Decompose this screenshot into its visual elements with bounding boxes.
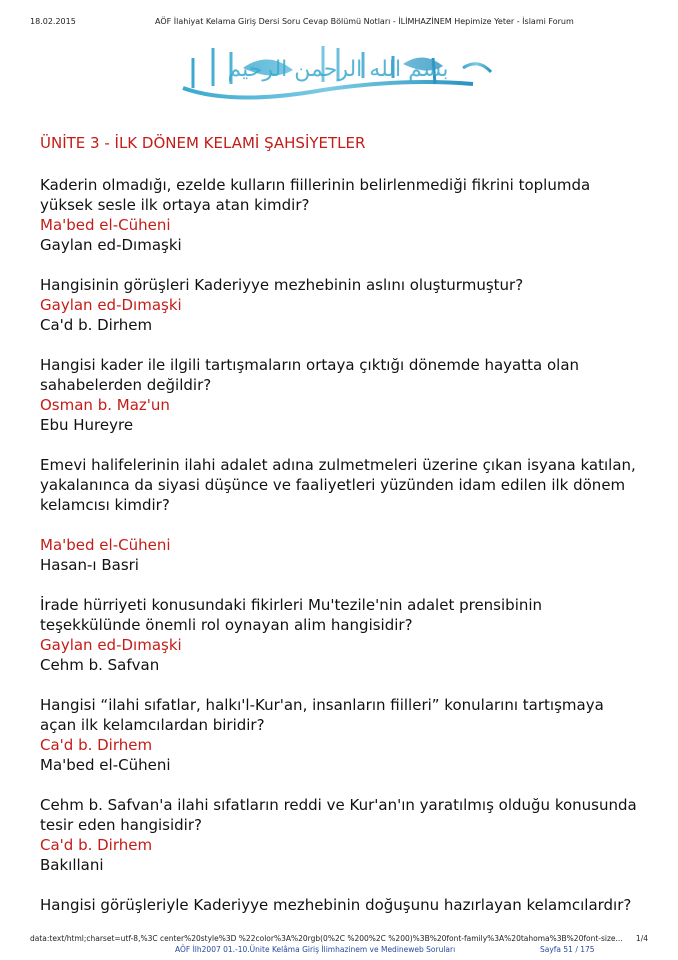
unit-heading: ÜNİTE 3 - İLK DÖNEM KELAMİ ŞAHSİYETLER — [40, 134, 366, 152]
print-title: AÖF İlahiyat Kelama Giriş Dersi Soru Cevap Bölümü Notları - İLİMHAZİNEM Hepimize Yeter - İslami Forum — [155, 17, 574, 26]
qa-item — [40, 595, 640, 675]
qa-item — [40, 275, 640, 335]
footer-page: 1/4 — [635, 934, 648, 943]
wrong-answer: Ma'bed el-Cüheni — [40, 756, 171, 774]
wrong-answer: Gaylan ed-Dımaşki — [40, 236, 182, 254]
question: Hangisinin görüşleri Kaderiyye mezhebinin aslını oluşturmuştur? — [40, 276, 524, 294]
wrong-answer: Ebu Hureyre — [40, 416, 134, 434]
basmala-calligraphy — [173, 38, 503, 108]
print-date: 18.02.2015 — [30, 17, 76, 26]
basmala-text: بسم الله الرحمن الرحيم — [227, 57, 449, 82]
question: İrade hürriyeti konusundaki fikirleri Mu'tezile'nin adalet prensibinin teşekkülünde önemli rol oynayan alim hangisidir? — [40, 596, 543, 634]
correct-answer: Ma'bed el-Cüheni — [40, 216, 171, 234]
footer-source: AÖF İlh2007 01.-10.Ünite Kelâma Giriş İlimhazinem ve Medineweb Soruları — [175, 945, 456, 954]
print-header — [0, 0, 678, 30]
question: Hangisi “ilahi sıfatlar, halkı'l-Kur'an, insanların fiilleri” konularını tartışmaya açan ilk kelamcılardan biridir? — [40, 696, 604, 734]
correct-answer: Ma'bed el-Cüheni — [40, 536, 171, 554]
correct-answer: Gaylan ed-Dımaşki — [40, 636, 182, 654]
wrong-answer: Hasan-ı Basri — [40, 556, 139, 574]
print-footer — [0, 928, 678, 960]
correct-answer: Ca'd b. Dirhem — [40, 836, 153, 854]
footer-page-info: Sayfa 51 / 175 — [540, 945, 595, 954]
qa-item — [40, 895, 640, 915]
wrong-answer: Ca'd b. Dirhem — [40, 316, 153, 334]
question: Emevi halifelerinin ilahi adalet adına zulmetmeleri üzerine çıkan isyana katılan, yakalanınca da siyasi düşünce ve faaliyetleri yüzünden idam edilen ilk dönem kelamcısı kimdir? — [40, 456, 636, 514]
footer-url: data:text/html;charset=utf-8,%3C center%20style%3D %22color%3A%20rgb(0%2C %200%2C %200)%3B%20font-family%3A%20tahoma%3B%20font-size... — [30, 934, 623, 943]
qa-item — [40, 795, 640, 875]
qa-item — [40, 455, 640, 575]
qa-item — [40, 695, 640, 775]
basmala-banner — [173, 38, 503, 108]
wrong-answer: Bakıllani — [40, 856, 104, 874]
question: Hangisi kader ile ilgili tartışmaların ortaya çıktığı dönemde hayatta olan sahabelerden değildir? — [40, 356, 580, 394]
qa-item — [40, 175, 640, 255]
wrong-answer: Cehm b. Safvan — [40, 656, 160, 674]
correct-answer: Gaylan ed-Dımaşki — [40, 296, 182, 314]
question: Hangisi görüşleriyle Kaderiyye mezhebinin doğuşunu hazırlayan kelamcılardır? — [40, 896, 632, 914]
question: Kaderin olmadığı, ezelde kulların fiillerinin belirlenmediği fikrini toplumda yüksek sesle ilk ortaya atan kimdir? — [40, 176, 591, 214]
qa-item — [40, 355, 640, 435]
correct-answer: Osman b. Maz'un — [40, 396, 170, 414]
blank-line — [40, 515, 640, 535]
document-content — [40, 133, 640, 935]
correct-answer: Ca'd b. Dirhem — [40, 736, 153, 754]
question: Cehm b. Safvan'a ilahi sıfatların reddi ve Kur'an'ın yaratılmış olduğu konusunda tesir eden hangisidir? — [40, 796, 637, 834]
